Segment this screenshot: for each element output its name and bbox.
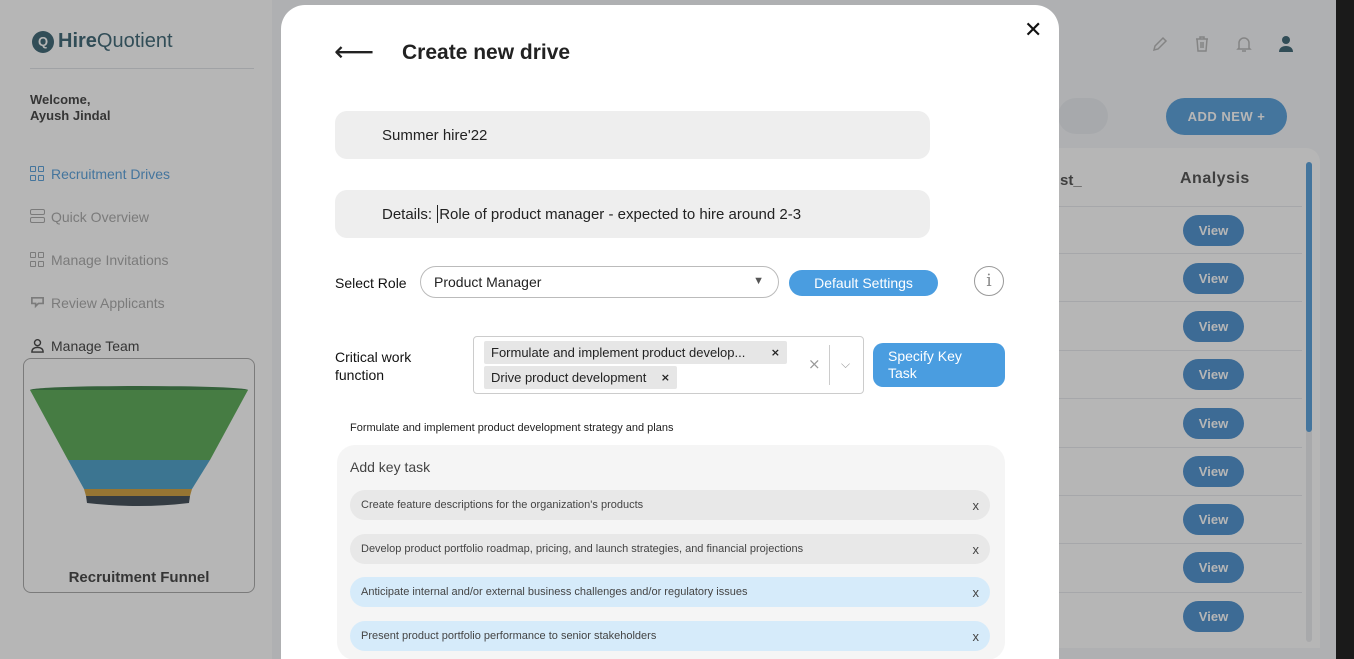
- select-role-label: Select Role: [335, 275, 407, 291]
- sidebar-item-label: Recruitment Drives: [51, 165, 171, 182]
- logo-mark-icon: Q: [32, 31, 54, 53]
- key-task-text: Anticipate internal and/or external business challenges and/or regulatory issues: [361, 586, 748, 598]
- remove-task-icon[interactable]: x: [972, 628, 979, 644]
- chevron-down-icon[interactable]: ⌵: [841, 357, 851, 371]
- brand-name-bold: Hire: [58, 30, 97, 52]
- text-cursor: [437, 205, 438, 223]
- drive-name-field[interactable]: [335, 111, 930, 159]
- view-button[interactable]: View: [1183, 311, 1244, 342]
- user-name: Ayush Jindal: [30, 108, 111, 123]
- view-button[interactable]: View: [1183, 215, 1244, 246]
- view-button[interactable]: View: [1183, 601, 1244, 632]
- funnel-title: Recruitment Funnel: [68, 569, 210, 586]
- key-task-text: Create feature descriptions for the organization's products: [361, 499, 644, 511]
- column-header-partial: st_: [1060, 172, 1082, 189]
- critical-work-function-label: [335, 348, 411, 384]
- specify-label-line-2: Task: [888, 365, 917, 381]
- specify-label-line-1: Specify Key: [888, 348, 962, 364]
- chip-remove-icon[interactable]: ×: [660, 371, 670, 384]
- selected-chip: [484, 366, 677, 389]
- remove-task-icon[interactable]: x: [972, 584, 979, 600]
- sidebar-item-label: Quick Overview: [51, 208, 150, 225]
- view-button[interactable]: View: [1183, 263, 1244, 294]
- drive-name-value: Summer hire'22: [382, 126, 488, 144]
- key-task-item[interactable]: [350, 490, 990, 520]
- chip-label: Drive product development: [491, 370, 647, 385]
- remove-task-icon[interactable]: x: [972, 541, 979, 557]
- selected-chip: [484, 341, 787, 364]
- clear-selection-icon[interactable]: ×: [808, 355, 821, 373]
- details-prefix: Details:: [382, 205, 433, 223]
- critical-label-line-1: Critical work: [335, 349, 412, 365]
- remove-task-icon[interactable]: x: [972, 497, 979, 513]
- back-arrow-icon[interactable]: ⟵: [334, 35, 375, 68]
- key-task-item[interactable]: [350, 621, 990, 651]
- chip-label: Formulate and implement product develop...: [491, 345, 746, 360]
- view-button[interactable]: View: [1183, 408, 1244, 439]
- default-settings-button[interactable]: Default Settings: [789, 270, 938, 296]
- role-select[interactable]: [420, 266, 779, 298]
- key-task-text: Develop product portfolio roadmap, pricing, and launch strategies, and financial projections: [361, 543, 804, 555]
- add-new-button[interactable]: ADD NEW +: [1166, 98, 1287, 135]
- close-icon[interactable]: ✕: [1024, 18, 1043, 43]
- view-button[interactable]: View: [1183, 456, 1244, 487]
- info-icon[interactable]: i: [974, 266, 1004, 296]
- view-button[interactable]: View: [1183, 504, 1244, 535]
- select-separator: [829, 345, 830, 385]
- page-title: Create new drive: [402, 41, 571, 64]
- role-select-value: Product Manager: [434, 274, 542, 290]
- view-button[interactable]: View: [1183, 359, 1244, 390]
- key-task-text: Present product portfolio performance to senior stakeholders: [361, 630, 657, 642]
- critical-label-line-2: function: [335, 367, 385, 383]
- chip-remove-icon[interactable]: ×: [770, 346, 780, 359]
- view-button[interactable]: View: [1183, 552, 1244, 583]
- brand-name-light: Quotient: [96, 30, 173, 52]
- key-task-item[interactable]: [350, 577, 990, 607]
- key-task-item[interactable]: [350, 534, 990, 564]
- critical-work-function-select[interactable]: [473, 336, 864, 394]
- window-edge: [1336, 0, 1354, 659]
- chevron-down-icon: ▼: [753, 275, 764, 287]
- details-value: Role of product manager - expected to hire around 2-3: [439, 205, 802, 223]
- welcome-label: Welcome,: [30, 92, 91, 107]
- sidebar-item-label: Manage Team: [51, 337, 140, 354]
- details-field[interactable]: [335, 190, 930, 238]
- column-header-analysis: Analysis: [1180, 170, 1250, 187]
- add-key-task-label[interactable]: Add key task: [350, 459, 431, 475]
- specify-key-task-button[interactable]: [873, 343, 1005, 387]
- sidebar-item-label: Manage Invitations: [51, 251, 169, 268]
- sidebar-item-label: Review Applicants: [51, 294, 165, 311]
- work-function-caption: Formulate and implement product development strategy and plans: [350, 422, 674, 434]
